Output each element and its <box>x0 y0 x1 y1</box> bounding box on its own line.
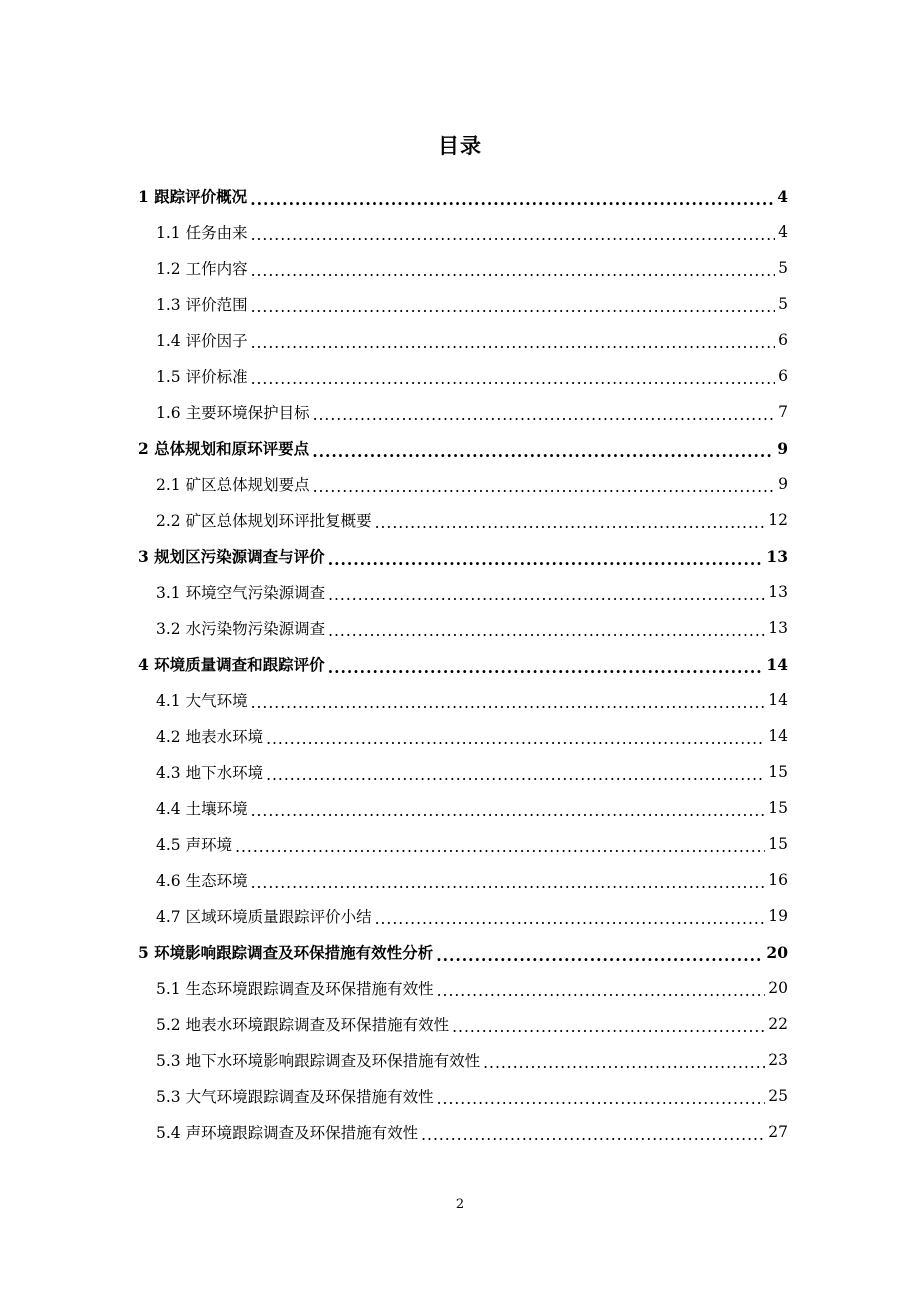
dot-leader <box>313 478 776 496</box>
toc-entry-page: 25 <box>768 1087 788 1105</box>
toc-chapter-entry[interactable] <box>138 430 788 466</box>
toc-section-entry[interactable] <box>138 790 788 826</box>
dot-leader <box>452 1018 765 1036</box>
toc-chapter-entry[interactable] <box>138 646 788 682</box>
toc-entry-page: 20 <box>766 942 788 962</box>
toc-chapter-entry[interactable] <box>138 934 788 970</box>
toc-entry-title: 4.3 地下水环境 <box>156 764 264 782</box>
toc-entry-title: 1.6 主要环境保护目标 <box>156 404 310 422</box>
toc-entry-title: 5.4 声环境跟踪调查及环保措施有效性 <box>156 1124 419 1142</box>
toc-entry-title: 3.1 环境空气污染源调查 <box>156 584 326 602</box>
dot-leader <box>328 622 765 640</box>
dot-leader <box>251 694 766 712</box>
toc-entry-title: 1.5 评价标准 <box>156 368 248 386</box>
dot-leader <box>437 982 766 1000</box>
toc-section-entry[interactable] <box>138 358 788 394</box>
toc-entry-title: 4.7 区域环境质量跟踪评价小结 <box>156 908 372 926</box>
toc-entry-page: 6 <box>778 367 788 385</box>
toc-entry-page: 13 <box>768 583 788 601</box>
toc-section-entry[interactable] <box>138 970 788 1006</box>
toc-entry-page: 9 <box>777 438 788 458</box>
dot-leader <box>235 838 765 856</box>
toc-section-entry[interactable] <box>138 826 788 862</box>
dot-leader <box>328 550 764 569</box>
toc-entry-title: 5.3 大气环境跟踪调查及环保措施有效性 <box>156 1088 434 1106</box>
toc-section-entry[interactable] <box>138 1114 788 1150</box>
toc-section-entry[interactable] <box>138 466 788 502</box>
table-of-contents <box>138 178 788 1150</box>
toc-entry-title: 3 规划区污染源调查与评价 <box>138 547 325 566</box>
toc-entry-page: 14 <box>766 654 788 674</box>
dot-leader <box>266 730 765 748</box>
toc-entry-title: 5.3 地下水环境影响跟踪调查及环保措施有效性 <box>156 1052 481 1070</box>
toc-entry-page: 20 <box>768 979 788 997</box>
toc-entry-title: 4.5 声环境 <box>156 836 233 854</box>
dot-leader <box>313 406 776 424</box>
toc-entry-title: 2 总体规划和原环评要点 <box>138 439 310 458</box>
toc-section-entry[interactable] <box>138 322 788 358</box>
dot-leader <box>251 298 776 316</box>
toc-entry-page: 15 <box>768 799 788 817</box>
toc-entry-page: 19 <box>768 907 788 925</box>
toc-section-entry[interactable] <box>138 610 788 646</box>
toc-section-entry[interactable] <box>138 1078 788 1114</box>
dot-leader <box>437 1090 766 1108</box>
page-title: 目录 <box>438 133 482 158</box>
toc-entry-title: 4 环境质量调查和跟踪评价 <box>138 655 325 674</box>
toc-entry-page: 15 <box>768 835 788 853</box>
toc-entry-page: 27 <box>768 1123 788 1141</box>
dot-leader <box>483 1054 765 1072</box>
toc-chapter-entry[interactable] <box>138 178 788 214</box>
dot-leader <box>251 802 766 820</box>
toc-section-entry[interactable] <box>138 574 788 610</box>
toc-entry-title: 5.1 生态环境跟踪调查及环保措施有效性 <box>156 980 434 998</box>
toc-entry-page: 14 <box>768 691 788 709</box>
toc-entry-page: 13 <box>766 546 788 566</box>
toc-chapter-entry[interactable] <box>138 538 788 574</box>
toc-section-entry[interactable] <box>138 754 788 790</box>
toc-entry-title: 3.2 水污染物污染源调查 <box>156 620 326 638</box>
toc-section-entry[interactable] <box>138 1006 788 1042</box>
toc-section-entry[interactable] <box>138 718 788 754</box>
dot-leader <box>436 946 763 965</box>
toc-section-entry[interactable] <box>138 1042 788 1078</box>
toc-entry-page: 4 <box>777 186 788 206</box>
dot-leader <box>250 190 774 209</box>
toc-entry-title: 4.1 大气环境 <box>156 692 248 710</box>
page-number: 2 <box>455 1197 465 1212</box>
toc-entry-page: 5 <box>778 295 788 313</box>
toc-entry-title: 1.1 任务由来 <box>156 224 248 242</box>
toc-entry-title: 1 跟踪评价概况 <box>138 187 248 206</box>
toc-entry-title: 4.2 地表水环境 <box>156 728 264 746</box>
dot-leader <box>375 514 766 532</box>
toc-entry-page: 13 <box>768 619 788 637</box>
dot-leader <box>251 370 776 388</box>
toc-section-entry[interactable] <box>138 286 788 322</box>
toc-entry-title: 2.1 矿区总体规划要点 <box>156 476 310 494</box>
toc-entry-page: 12 <box>768 511 788 529</box>
toc-entry-title: 5 环境影响跟踪调查及环保措施有效性分析 <box>138 943 434 962</box>
toc-entry-page: 23 <box>768 1051 788 1069</box>
toc-entry-page: 16 <box>768 871 788 889</box>
toc-entry-title: 4.6 生态环境 <box>156 872 248 890</box>
toc-section-entry[interactable] <box>138 250 788 286</box>
toc-section-entry[interactable] <box>138 862 788 898</box>
dot-leader <box>251 874 766 892</box>
dot-leader <box>266 766 765 784</box>
dot-leader <box>251 334 776 352</box>
toc-entry-page: 9 <box>778 475 788 493</box>
toc-entry-page: 15 <box>768 763 788 781</box>
dot-leader <box>328 658 764 677</box>
toc-entry-title: 4.4 土壤环境 <box>156 800 248 818</box>
toc-entry-title: 2.2 矿区总体规划环评批复概要 <box>156 512 372 530</box>
toc-section-entry[interactable] <box>138 394 788 430</box>
toc-entry-page: 4 <box>778 223 788 241</box>
toc-entry-page: 14 <box>768 727 788 745</box>
toc-section-entry[interactable] <box>138 898 788 934</box>
toc-entry-title: 1.2 工作内容 <box>156 260 248 278</box>
dot-leader <box>421 1126 765 1144</box>
dot-leader <box>251 226 776 244</box>
toc-entry-page: 7 <box>778 403 788 421</box>
toc-section-entry[interactable] <box>138 502 788 538</box>
toc-entry-page: 22 <box>768 1015 788 1033</box>
toc-section-entry[interactable] <box>138 214 788 250</box>
dot-leader <box>251 262 776 280</box>
dot-leader <box>328 586 765 604</box>
dot-leader <box>312 442 774 461</box>
toc-section-entry[interactable] <box>138 682 788 718</box>
toc-entry-page: 6 <box>778 331 788 349</box>
dot-leader <box>375 910 766 928</box>
toc-entry-title: 5.2 地表水环境跟踪调查及环保措施有效性 <box>156 1016 450 1034</box>
toc-entry-title: 1.4 评价因子 <box>156 332 248 350</box>
toc-entry-page: 5 <box>778 259 788 277</box>
toc-entry-title: 1.3 评价范围 <box>156 296 248 314</box>
